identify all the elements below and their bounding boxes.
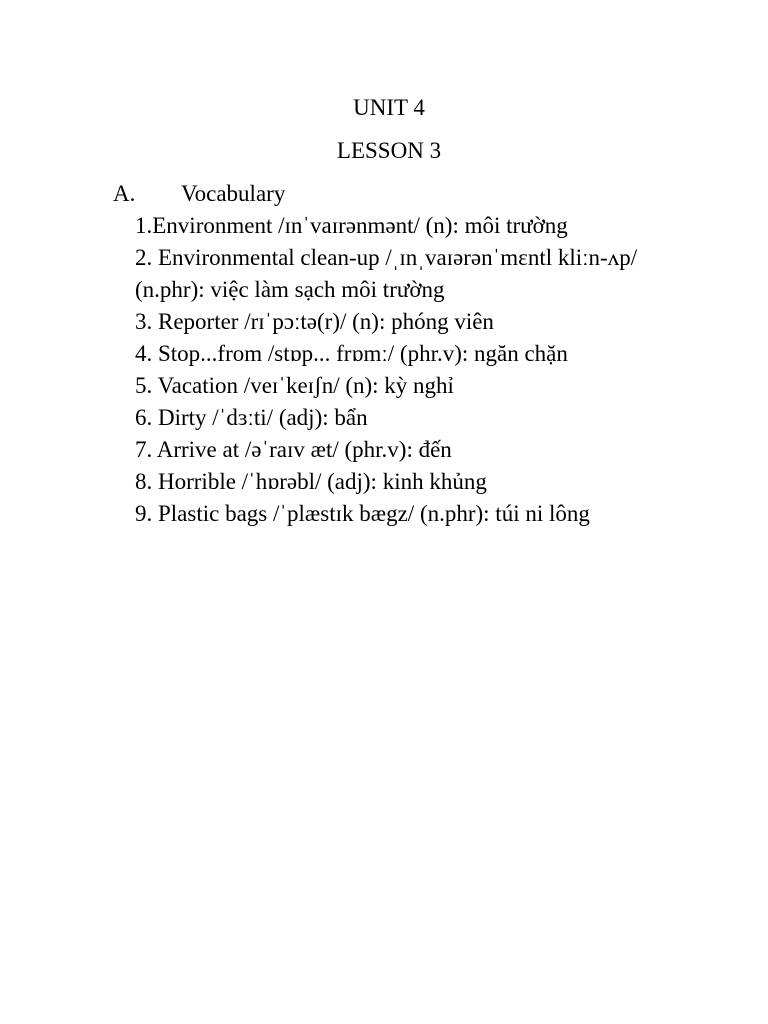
section-marker: A. [113, 181, 136, 206]
vocabulary-item: 6. Dirty /ˈdɜːti/ (adj): bẩn [135, 405, 368, 430]
vocabulary-item: 7. Arrive at /əˈraɪv æt/ (phr.v): đến [135, 437, 452, 462]
section-heading [113, 178, 285, 210]
lesson-title: LESSON 3 [336, 138, 442, 163]
vocabulary-item: 2. Environmental clean-up /ˌɪnˌvaɪərənˈmɛntl kliːn-ʌp/ [135, 245, 638, 270]
vocabulary-item: (n.phr): việc làm sạch môi trường [135, 277, 445, 302]
vocabulary-item: 1.Environment /ɪnˈvaɪrənmənt/ (n): môi trường [135, 213, 568, 238]
section-heading-text: Vocabulary [181, 181, 286, 206]
unit-title: UNIT 4 [353, 95, 425, 120]
vocabulary-item: 4. Stop...from /stɒp... frɒmː/ (phr.v): ngăn chặn [135, 341, 568, 366]
vocabulary-item: 5. Vacation /veɪˈkeɪʃn/ (n): kỳ nghỉ [135, 373, 454, 398]
vocabulary-list [135, 210, 655, 530]
vocabulary-item: 8. Horrible /ˈhɒrəbl/ (adj): kinh khủng [135, 469, 487, 494]
vocabulary-item: 9. Plastic bags /ˈplæstɪk bægz/ (n.phr): túi ni lông [135, 501, 590, 526]
vocabulary-item: 3. Reporter /rɪˈpɔːtə(r)/ (n): phóng viên [135, 309, 494, 334]
